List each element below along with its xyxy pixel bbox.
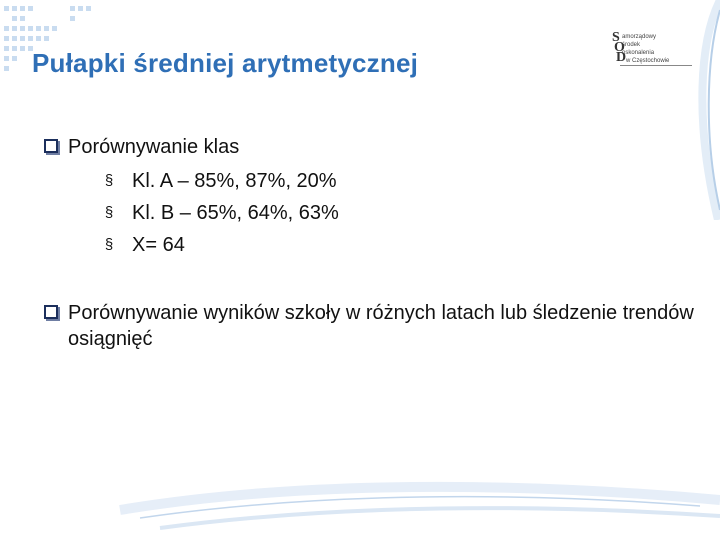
institution-logo	[612, 32, 692, 66]
logo-line-4: w Częstochowie	[626, 58, 670, 64]
hollow-square-bullet-icon	[44, 305, 58, 319]
logo-line-3: oskonalenia	[622, 50, 655, 56]
logo-line-2: środek	[622, 42, 641, 48]
slide-title: Pułapki średniej arytmetycznej	[32, 48, 419, 78]
sub-bullet-text: X= 64	[132, 234, 185, 256]
logo-letter-d: D	[616, 50, 627, 65]
sub-bullet-text: Kl. B – 65%, 64%, 63%	[132, 202, 339, 224]
sub-bullet-text: Kl. A – 85%, 87%, 20%	[132, 170, 337, 192]
sub-bullet-item	[100, 168, 704, 194]
bullet-item-text: Porównywanie klas	[68, 136, 240, 158]
logo-letter-s: S	[612, 30, 620, 45]
bullet-item-compare-years	[44, 300, 704, 352]
bullet-item-compare-classes	[44, 134, 704, 258]
hollow-square-bullet-icon	[44, 139, 58, 153]
sub-bullet-item	[100, 200, 704, 226]
section-sign-bullet-icon: §	[104, 236, 114, 253]
logo-divider	[620, 65, 692, 66]
sub-bullet-list	[68, 168, 704, 258]
logo-line-1: amorządowy	[622, 34, 657, 40]
decorative-bottom-swoosh	[0, 470, 720, 540]
bullet-item-text: Porównywanie wyników szkoły w różnych latach lub śledzenie trendów osiągnięć	[68, 302, 694, 350]
sub-bullet-item	[100, 232, 704, 258]
slide-content	[44, 134, 704, 352]
section-sign-bullet-icon: §	[104, 204, 114, 221]
section-sign-bullet-icon: §	[104, 172, 114, 189]
logo-letter-o: O	[614, 40, 625, 55]
